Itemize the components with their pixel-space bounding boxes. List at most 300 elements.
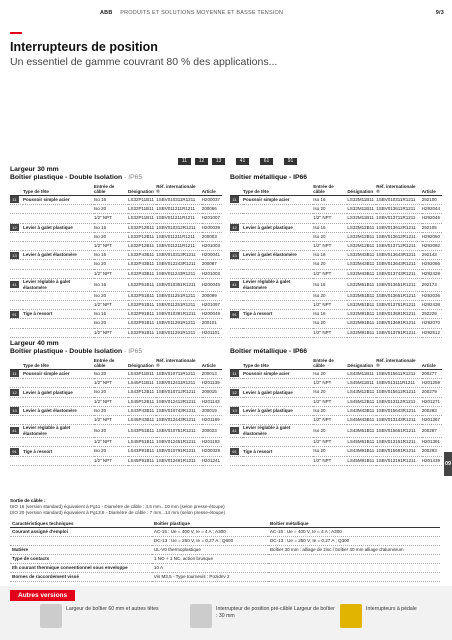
article: 200013 [202,370,222,379]
head-type [23,328,94,337]
head-type-icon: 41 [10,281,19,288]
int-ref: 1SBV013691R1211 [376,319,421,328]
characteristics-row [10,528,440,537]
head-type [243,319,313,328]
head-type [23,269,94,278]
head-type [243,291,313,300]
article: H201003 [202,242,222,251]
column-header [230,358,243,370]
designation: LS32M12B11 [347,242,376,251]
int-ref: 1SBV011243R1211 [156,269,202,278]
article: H292046 [422,214,442,223]
page-number: 9/3 [435,10,444,16]
column-header: Entrée de câble [313,358,347,370]
int-ref: 1SBV010711R1211 [156,370,202,379]
designation: LS45P12B11 [128,397,156,406]
head-type-icon-cell [230,223,243,232]
head-type-icon-cell [10,397,23,406]
designation: LS43P11B11 [128,370,156,379]
head-type [23,232,94,241]
designation: LS32M91B11 [347,328,376,337]
section-width-30 [10,166,142,182]
article: H292092 [422,242,442,251]
designation: LS45P43B11 [128,416,156,425]
int-ref: 1SBV013691R1211 [376,310,421,319]
head-type-icon-cell [230,379,243,388]
int-ref: 1SBV013612R1211 [376,223,421,232]
cable-entry: Iso 20 [313,260,347,269]
cable-entry: 1/2" NPT [313,438,347,447]
article: 292143 [422,251,442,260]
column-header: Réf. internationale ® [376,184,421,196]
head-type: Tige à ressort [243,447,313,456]
designation: LS32P51B11 [128,278,156,291]
characteristics-cell: Vis M3,5 - Type tournevis : Pozidriv 2 [152,573,268,582]
head-type-icon-cell [230,406,243,415]
article: H201139 [202,379,222,388]
thumb-label: 61 [260,158,273,165]
article: 200277 [422,370,442,379]
head-type [23,456,94,465]
thumb-label: 12 [195,158,208,165]
characteristics-cell: Matière [10,546,152,555]
precabled-switch-image [190,604,212,628]
table-row [10,319,222,328]
head-type-icon: 91 [10,448,19,455]
int-ref: 1SBV010712R1211 [156,388,202,397]
head-type-icon: 11 [10,196,19,203]
head-type-icon: 41 [230,427,239,434]
characteristics-cell [10,537,152,546]
int-ref: 1SBV013643R1211 [376,260,421,269]
head-type-icon: 11 [10,370,19,377]
int-ref: 1SBV013643R1211 [376,251,421,260]
head-type: Tige à ressort [23,447,94,456]
head-type-icon-cell [10,291,23,300]
cable-entry: 1/2" NPT [313,214,347,223]
cable-entry: 1/2" NPT [94,328,128,337]
head-type-icon-cell [10,379,23,388]
thumb-label: 41 [236,158,249,165]
article: 200087 [202,260,222,269]
article: 200003 [202,232,222,241]
characteristics-column-header: Boîtier plastique [152,520,268,528]
designation: LS32P43B11 [128,251,156,260]
designation: LS43P91B11 [128,447,156,456]
int-ref: 1SBV012451R1211 [156,438,202,447]
designation: LS32M91B11 [347,319,376,328]
cable-entry: Iso 20 [94,319,128,328]
head-type-icon: 41 [230,281,239,288]
table-30-metal [230,184,442,338]
head-type-icon-cell [230,328,243,337]
table-row [10,251,222,260]
head-type-icon-cell [230,425,243,438]
int-ref: 1SBV012243R1211 [156,260,202,269]
cable-entry: Iso 20 [313,447,347,456]
head-type-icon: 13 [10,407,19,414]
table-row [230,269,442,278]
article: H200045 [202,278,222,291]
designation: LS45P51B11 [128,438,156,447]
head-type-icon-cell [10,214,23,223]
cable-entry: 1/2" NPT [94,301,128,310]
head-type-icon-cell [230,205,243,214]
characteristics-cell: AC-15 : Ue = 400 V, Ie = 4 A ; A300 [152,528,268,537]
int-ref: 1SBV015691R1211 [376,447,421,456]
plastic-title: Boîtier plastique - Double Isolation [10,174,123,181]
article: 292100 [422,196,442,205]
table-row [10,379,222,388]
column-header: Entrée de câble [313,184,347,196]
table-row [230,370,442,379]
head-type-icon-cell [230,251,243,260]
table-row [10,269,222,278]
article: H201391 [422,438,442,447]
table-row [230,301,442,310]
head-type-icon-cell [10,205,23,214]
head-type-icon-cell [230,232,243,241]
designation: LS45M11B11 [347,379,376,388]
int-ref: 1SBV013751R1211 [376,301,421,310]
int-ref: 1SBV013651R1211 [376,278,421,291]
cable-entry: Iso 20 [313,425,347,438]
head-type [23,291,94,300]
cable-entry: Iso 20 [94,232,128,241]
designation: LS32P11B11 [128,196,156,205]
head-type [243,205,313,214]
characteristics-cell [268,573,440,582]
designation: LS32M43B11 [347,260,376,269]
int-ref: 1SBV010791R1211 [156,447,202,456]
article: H201003 [202,269,222,278]
column-header: Réf. internationale ® [156,184,202,196]
designation: LS32M51B11 [347,291,376,300]
head-type-icon-cell [230,416,243,425]
head-type-icon-cell [10,278,23,291]
table-row [230,438,442,447]
designation: LS32M91B11 [347,310,376,319]
int-ref: 1SBV011211R1211 [156,242,202,251]
head-type-icon-cell [10,456,23,465]
cable-entry: 1/2" NPT [94,379,128,388]
head-type [23,260,94,269]
notes-line: ISO 20 (version standard) équivalent à Pg13,5 - Diamètre de câble : 7 mm...14 mm (selon presse-étoupe) [10,510,225,515]
head-type-icon-cell [10,196,23,205]
cable-entry: 1/2" NPT [313,456,347,465]
designation: LS32P12B11 [128,242,156,251]
column-header [230,184,243,196]
table-row [10,214,222,223]
table-row [10,328,222,337]
head-type [23,379,94,388]
column-header: Désignation [347,184,376,196]
int-ref: 1SBV013611R1211 [376,205,421,214]
head-type-icon-cell [230,260,243,269]
head-type-icon-cell [10,438,23,447]
designation: LS45M51B11 [347,438,376,447]
cable-entry: 1/2" NPT [313,328,347,337]
head-type-icon-cell [230,214,243,223]
head-type-icon-cell [10,388,23,397]
red-accent-bar [10,32,22,34]
table-row [10,260,222,269]
cable-entry: Iso 20 [313,406,347,415]
cable-entry: Iso 20 [313,291,347,300]
int-ref: 1SBV011251R1211 [156,301,202,310]
head-type-icon: 13 [10,252,19,259]
head-type-icon: 91 [230,448,239,455]
cable-entry: Iso 20 [94,205,128,214]
notes-head: Sortie de câble : [10,498,46,503]
head-type-icon-cell [230,301,243,310]
thumb-label: 13 [212,158,225,165]
designation: LS45M91B11 [347,456,376,465]
designation: LS32M12B11 [347,232,376,241]
table-row [10,425,222,438]
int-ref: 1SBV011211R1211 [156,205,202,214]
int-ref: 1SBV012411R1211 [156,379,202,388]
article: 292173 [422,278,442,291]
cable-entry: 1/2" NPT [94,397,128,406]
int-ref: 1SBV012412R1211 [156,397,202,406]
article: 200099 [202,291,222,300]
article: H200329 [202,447,222,456]
article: H292086 [422,260,442,269]
cable-entry: 1/2" NPT [313,416,347,425]
table-row [10,291,222,300]
table-row [230,310,442,319]
int-ref: 1SBV012443R1211 [156,416,202,425]
table-header-row [10,358,222,370]
cable-entry: 1/2" NPT [94,214,128,223]
head-type-icon: 12 [10,224,19,231]
cable-entry: 1/2" NPT [313,397,347,406]
column-header: Type de tête [23,358,94,370]
head-type-icon-cell [230,370,243,379]
designation: LS45M43B11 [347,416,376,425]
characteristics-cell: DC-13 : Ue = 250 V, Ie = 0,27 A ; Q300 [268,537,440,546]
table-row [230,196,442,205]
column-header [10,358,23,370]
table-row [230,251,442,260]
switch-60mm-image [40,604,62,628]
article: H201241 [202,456,222,465]
other-product-label: Interrupteur de position pré-câblé Largeur de boîtier : 30 mm [216,606,335,619]
article: H200037 [202,196,222,205]
cable-entry: Iso 20 [94,291,128,300]
cable-entry: Iso 20 [313,388,347,397]
table-row [230,214,442,223]
head-type: Levier à galet plastique [23,223,94,232]
column-header: Entrée de câble [94,184,128,196]
int-ref: 1SBV010751R1211 [156,425,202,438]
designation: LS32M43B11 [347,251,376,260]
side-tab: 09 [444,452,452,476]
cable-entry: Iso 20 [313,319,347,328]
designation: LS32M51B11 [347,278,376,291]
table-row [10,447,222,456]
table-30-plastic [10,184,222,338]
designation: LS32M11B11 [347,196,376,205]
notes-line: ISO 16 (version standard) équivalent à Pg11 - Diamètre de câble : 4,5 mm...10 mm (selon presse-étoupe) [10,504,225,509]
int-ref: 1SBV013743R1211 [376,269,421,278]
int-ref: 1SBV010311R1211 [376,196,421,205]
head-type: Levier à galet plastique [243,223,313,232]
characteristics-row [10,555,440,564]
article: H201439 [422,456,442,465]
designation: LS32P43B11 [128,260,156,269]
head-type: Levier à galet élastomère [23,406,94,415]
column-header: Article [202,184,222,196]
head-type [23,301,94,310]
table-row [230,397,442,406]
int-ref: 1SBV010351R1211 [156,278,202,291]
designation: LS43M51B11 [347,425,376,438]
article: H200039 [202,223,222,232]
designation: LS43M43B11 [347,406,376,415]
cable-entry: Iso 16 [94,310,128,319]
head-type-icon-cell [230,310,243,319]
article: 200287 [422,425,442,438]
int-ref: 1SBV011291R1211 [156,328,202,337]
characteristics-cell [268,555,440,564]
head-type [243,301,313,310]
designation: LS32P51B11 [128,301,156,310]
designation: LS45P11B11 [128,379,156,388]
cable-entry: 1/2" NPT [94,456,128,465]
characteristics-row [10,546,440,555]
table-row [10,301,222,310]
table-row [10,438,222,447]
article: H292070 [422,319,442,328]
plastic-ip: - IP65 [122,174,143,181]
page-header [100,10,444,16]
article: 200283 [422,406,442,415]
int-ref: 1SBV013612R1211 [376,232,421,241]
page-title: Interrupteurs de position [10,40,158,54]
head-type [243,269,313,278]
head-type-icon-cell [10,251,23,260]
head-type: Levier à galet élastomère [23,251,94,260]
table-row [10,406,222,415]
cable-entry: Iso 16 [313,278,347,291]
article: H200041 [202,251,222,260]
head-type-icon-cell [230,269,243,278]
column-header [10,184,23,196]
cable-entry: Iso 20 [94,260,128,269]
article: H200049 [202,310,222,319]
int-ref: 1SBV013191R1211 [376,456,421,465]
table-row [10,397,222,406]
head-type-icon: 12 [230,224,239,231]
int-ref: 1SBV013712R1211 [376,242,421,251]
head-type [243,328,313,337]
article: H201169 [202,416,222,425]
table-row [10,196,222,205]
article: H201367 [422,416,442,425]
int-ref: 1SBV015651R1211 [376,425,421,438]
head-type-icon-cell [10,416,23,425]
cable-entry: 1/2" NPT [94,416,128,425]
table-row [230,291,442,300]
metal-title-40: Boîtier métallique - IP66 [230,348,308,355]
head-type-icon-cell [10,301,23,310]
plastic-ip: - IP65 [122,348,143,355]
designation: LS43P12B11 [128,388,156,397]
cable-entry: Iso 20 [94,370,128,379]
head-type: Poussoir simple acier [23,196,94,205]
head-type [23,214,94,223]
head-type: Levier à galet élastomère [243,251,313,260]
characteristics-header [10,520,440,528]
head-type-icon-cell [10,223,23,232]
table-row [10,205,222,214]
characteristics-row [10,564,440,573]
header-text: PRODUITS ET SOLUTIONS MOYENNE ET BASSE TENSION [120,10,284,16]
head-type-icon-cell [10,232,23,241]
head-type-icon: 91 [230,311,239,318]
article: H292036 [422,291,442,300]
designation: LS32P11B11 [128,214,156,223]
int-ref: 1SBV011251R1211 [156,291,202,300]
page-subtitle: Un essentiel de gamme couvrant 80 % des applications... [10,56,278,68]
column-header: Réf. internationale ® [376,358,421,370]
cable-entry: Iso 20 [94,406,128,415]
article: H201259 [422,379,442,388]
thumb-label: 11 [178,158,191,165]
column-header: Article [422,184,442,196]
head-type: Levier réglable à galet élastomère [243,425,313,438]
column-header: Type de tête [23,184,94,196]
head-type [243,397,313,406]
cable-entry: Iso 16 [313,310,347,319]
head-type-icon: 13 [230,252,239,259]
cable-entry: 1/2" NPT [94,242,128,251]
designation: LS32P12B11 [128,232,156,241]
designation: LS43M91B11 [347,447,376,456]
article: H292428 [422,269,442,278]
characteristics-cell: 10 A [152,564,268,573]
head-type-icon-cell [10,447,23,456]
table-row [10,278,222,291]
int-ref: 1SBV011291R1211 [156,319,202,328]
int-ref: 1SBV012491R1211 [156,456,202,465]
head-type [243,456,313,465]
head-type-icon: 91 [10,311,19,318]
cable-entry: 1/2" NPT [313,301,347,310]
characteristics-column-header: Boîtier métallique [268,520,440,528]
head-type [243,416,313,425]
table-row [230,223,442,232]
table-row [230,242,442,251]
column-header: Désignation [128,358,156,370]
head-type-icon-cell [230,447,243,456]
head-type-icon: 13 [230,407,239,414]
table-row [230,456,442,465]
article: H201097 [202,301,222,310]
designation: LS32P91B11 [128,328,156,337]
table-row [10,310,222,319]
head-type [23,416,94,425]
table-row [10,416,222,425]
cable-entry: Iso 20 [313,205,347,214]
int-ref: 1SBV013711R1211 [376,214,421,223]
table-header-row [230,358,442,370]
head-type: Levier réglable à galet élastomère [23,425,94,438]
characteristics-column-header: Caractéristiques techniques [10,520,152,528]
thumb-label: 91 [284,158,297,165]
